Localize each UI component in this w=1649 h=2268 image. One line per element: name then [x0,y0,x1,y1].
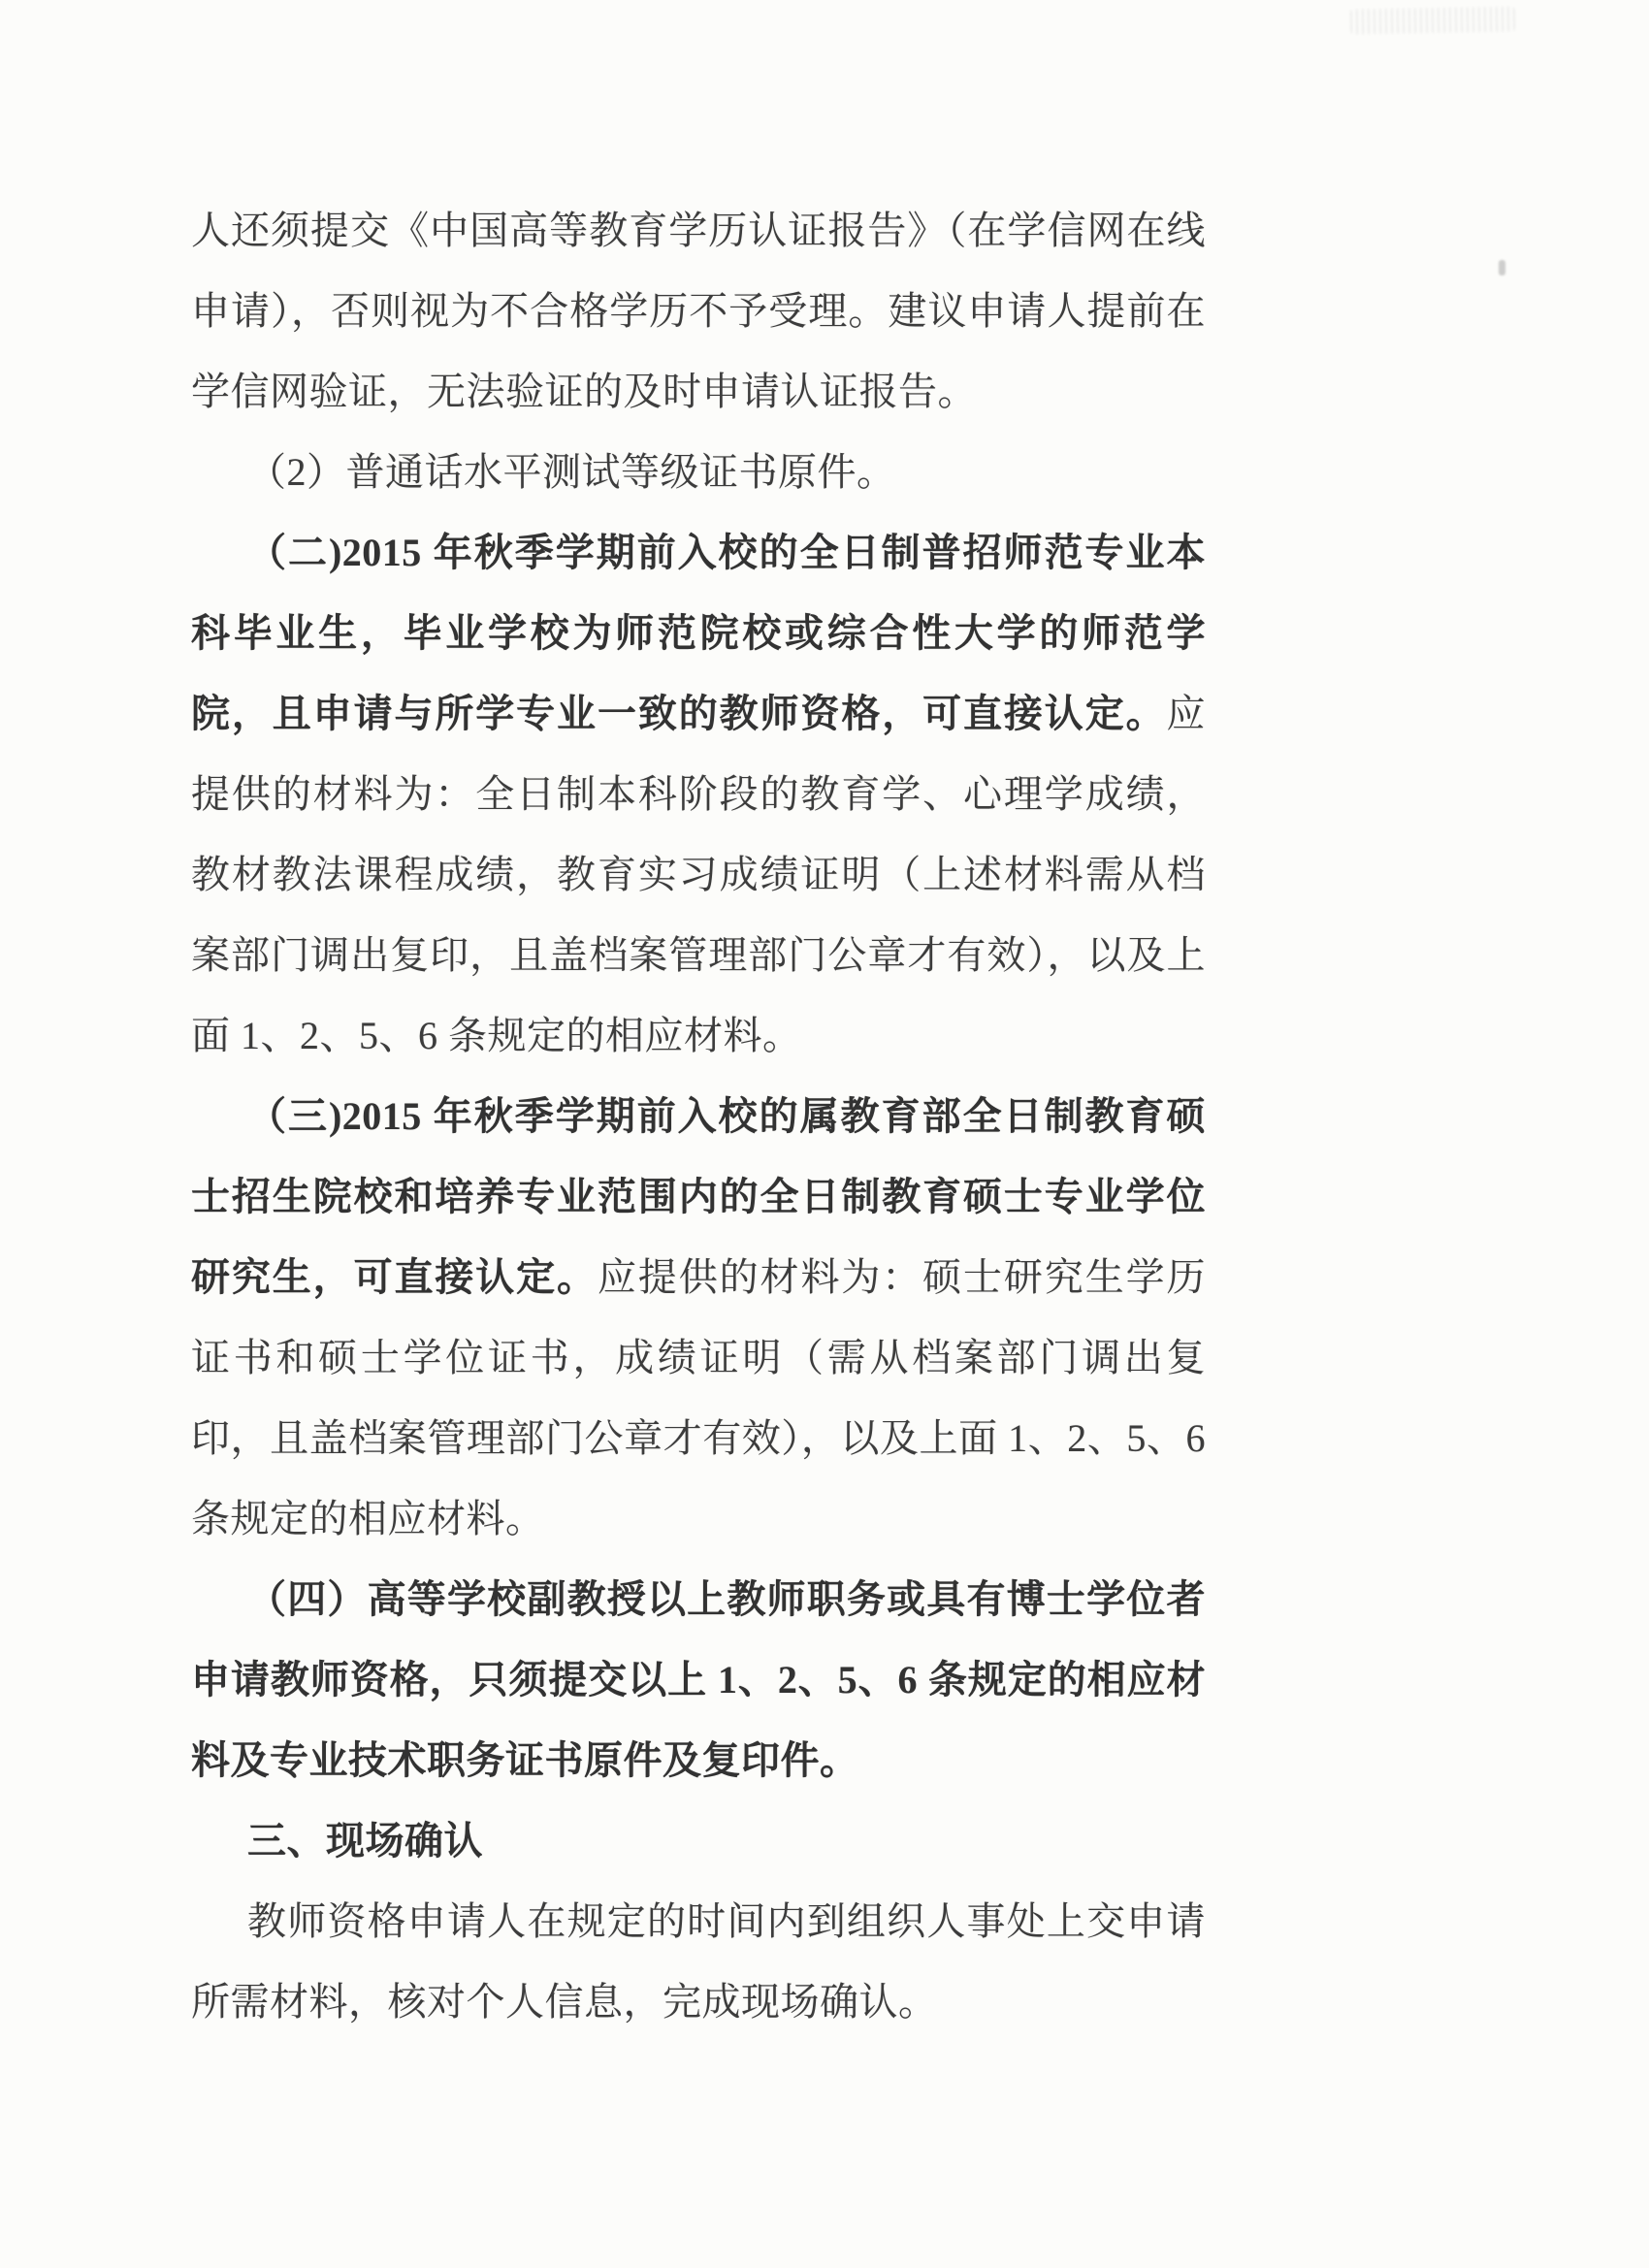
document-body [191,190,1206,2042]
text-segment: 应提供的材料为：全日制本科阶段的教育学、心理学成绩，教材教法课程成绩，教育实习成绩证明（上述材料需从档案部门调出复印，且盖档案管理部门公章才有效），以及上面 1、2、5、6 条规定的相应材料。 [191,692,1206,1057]
paragraph-onsite-confirmation-detail [191,1881,1206,2042]
paragraph-section-3-education-masters [191,1076,1206,1559]
text-segment: （二)2015 年秋季学期前入校的全日制普招师范专业本科毕业生，毕业学校为师范院校或综合性大学的师范学院，且申请与所学专业一致的教师资格，可直接认定。 [191,531,1206,735]
paragraph-continuation-degree-verification [191,190,1206,432]
paragraph-item-2-putonghua-certificate [191,432,1206,512]
scan-speck-artifact [1499,260,1505,275]
heading-section-3-onsite-confirmation [191,1800,1206,1881]
text-segment: 人还须提交《中国高等教育学历认证报告》（在学信网在线申请），否则视为不合格学历不予受理。建议申请人提前在学信网验证，无法验证的及时申请认证报告。 [191,209,1206,413]
paragraph-section-2-normal-undergraduates [191,512,1206,1076]
text-segment: 三、现场确认 [247,1819,483,1863]
paragraph-section-4-professors-doctors [191,1559,1206,1800]
text-segment: 应提供的材料为：硕士研究生学历证书和硕士学位证书，成绩证明（需从档案部门调出复印，且盖档案管理部门公章才有效），以及上面 1、2、5、6 条规定的相应材料。 [191,1255,1207,1540]
text-segment: （四）高等学校副教授以上教师职务或具有博士学位者申请教师资格，只须提交以上 1、2、5、6 条规定的相应材料及专业技术职务证书原件及复印件。 [191,1577,1206,1782]
text-segment: （三)2015 年秋季学期前入校的属教育部全日制教育硕士招生院校和培养专业范围内的全日制教育硕士专业学位研究生，可直接认定。 [191,1094,1206,1299]
text-segment: （2）普通话水平测试等级证书原件。 [247,450,896,494]
text-segment: 教师资格申请人在规定的时间内到组织人事处上交申请所需材料，核对个人信息，完成现场确认。 [191,1899,1206,2024]
scan-noise-artifact [1350,7,1515,35]
